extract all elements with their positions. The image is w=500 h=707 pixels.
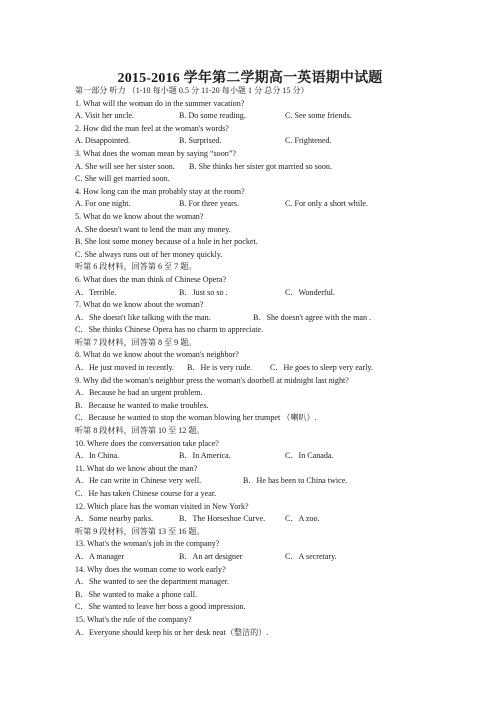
text-line [75,110,480,123]
line-text: 听第 9 段材料，回答第 13 至 16 题。 [75,526,205,536]
text-line [75,123,480,136]
answer-option: C．A zoo. [285,514,320,524]
answer-option: A. Disappointed. [75,136,131,146]
text-line [75,475,480,488]
text-line [75,249,480,262]
answer-option: A. Visit her uncle. [75,111,134,121]
text-line [75,576,480,589]
text-line [75,211,480,224]
text-line [75,614,480,627]
line-text: A．Because he had an urgent problem. [75,388,203,398]
line-text: 15. What's the rule of the company? [75,614,192,624]
line-text: B. She lost some money because of a hole in her pocket. [75,237,258,247]
answer-option: B．In America. [179,451,231,461]
text-line [75,274,480,287]
line-text: C. She will get married soon. [75,174,170,184]
text-line [75,135,480,148]
answer-option: B. Surprised. [179,136,222,146]
text-line [75,324,480,337]
line-text: 4. How long can the man probably stay at the room? [75,186,245,196]
line-text: 听第 6 段材料，回答第 6 至 7 题。 [75,262,197,272]
text-line [75,488,480,501]
text-line [75,224,480,237]
text-line [75,349,480,362]
answer-option: B．An art designer [179,551,243,561]
text-line [75,375,480,388]
line-text: B．She wanted to make a phone call. [75,589,198,599]
answer-option: A．He can write in Chinese very well. [75,476,202,486]
text-line [75,299,480,312]
text-line [75,85,480,98]
line-text: 10. Where does the conversation take place? [75,438,219,448]
line-text: 8. What do we know about the woman's neighbor? [75,350,239,360]
text-line [75,551,480,564]
text-line [75,387,480,400]
text-line [75,412,480,425]
answer-option: C．In Canada. [285,451,334,461]
line-text: 听第 8 段材料，回答第 10 至 12 题。 [75,426,205,436]
text-line [75,601,480,614]
line-text: 第一部分 听力 （1-10 每小题 0.5 分 11-20 每小题 1 分 总分 15 分） [75,86,309,95]
text-line [75,564,480,577]
line-text: 听第 7 段材料，回答第 8 至 9 题。 [75,337,197,347]
line-text: C．She thinks Chinese Opera has no charm to appreciate. [75,325,264,335]
answer-option: B．Just so so . [179,287,228,297]
text-line [75,173,480,186]
line-text: 6. What does the man think of Chinese Opera? [75,274,227,284]
answer-option: B．He is very rude. [187,363,253,373]
answer-option: A. She will see her sister soon. [75,161,175,171]
text-line [75,538,480,551]
answer-option: A．Some nearby parks. [75,514,153,524]
line-text: 14. Why does the woman come to work early? [75,564,226,574]
text-line [75,362,480,375]
text-line [75,627,480,640]
line-text: C．She wanted to leave her boss a good impression. [75,602,246,612]
line-text: C．He has taken Chinese course for a year. [75,489,217,498]
line-text: A．She wanted to see the department manager. [75,577,229,587]
text-line [75,98,480,111]
answer-option: C．Wonderful. [285,287,335,297]
text-line [75,312,480,325]
text-line [75,236,480,249]
line-text: 11. What do we know about the man? [75,463,198,473]
answer-option: A．She doesn't like talking with the man. [75,312,211,322]
exam-body [75,85,480,639]
text-line [75,425,480,438]
answer-option: B. For three years. [179,199,240,209]
answer-option: B．He has been to China twice. [243,476,348,486]
line-text: 12. Which place has the woman visited in New York? [75,501,249,511]
answer-option: A. For one night. [75,199,131,209]
text-line [75,186,480,199]
text-line [75,400,480,413]
answer-option: B．She doesn't agree with the man . [253,312,372,322]
line-text: B．Because he wanted to make troubles. [75,400,209,410]
answer-option: C. Frightened. [285,136,332,146]
line-text: 3. What does the woman mean by saying “soon”? [75,148,237,158]
line-text: C．Because he wanted to stop the woman blowing her trumpet （喇叭）. [75,413,317,423]
text-line [75,463,480,476]
line-text: 5. What do we know about the woman? [75,211,204,221]
text-line [75,287,480,300]
text-line [75,526,480,539]
answer-option: A．He just moved in recently. [75,363,175,373]
answer-option: C. For only a short while. [285,199,368,209]
answer-option: C．A secretary. [285,551,337,561]
answer-option: C. See some friends. [285,111,352,121]
line-text: A. She doesn't want to lend the man any money. [75,224,231,234]
page-title: 2015-2016 学年第二学期高一英语期中试题 [117,71,383,86]
answer-option: A．Terrible. [75,287,117,297]
line-text: 2. How did the man feel at the woman's words? [75,123,229,133]
answer-option: A．In China. [75,451,120,461]
answer-option: C．He goes to sleep very early. [270,363,373,373]
text-line [75,438,480,451]
text-line [75,198,480,211]
text-line [75,501,480,514]
text-line [75,148,480,161]
text-line [75,261,480,274]
text-line [75,513,480,526]
line-text: 1. What will the woman do in the summer vacation? [75,98,245,108]
text-line [75,589,480,602]
line-text: 13. What's the woman's job in the company? [75,539,220,549]
line-text: 7. What do we know about the woman? [75,300,204,310]
text-line [75,450,480,463]
line-text: 9. Why did the woman's neighbor press the woman's doorbell at midnight last night? [75,375,349,385]
answer-option: B. She thinks her sister got married so soon. [189,161,332,171]
text-line [75,161,480,174]
line-text: A．Everyone should keep his or her desk neat（整洁的）. [75,627,269,637]
answer-option: A．A manager [75,551,125,561]
answer-option: B．The Horseshoe Curve. [179,514,266,524]
line-text: C. She always runs out of her money quickly. [75,249,223,259]
answer-option: B. Do some reading. [179,111,246,121]
text-line [75,337,480,350]
